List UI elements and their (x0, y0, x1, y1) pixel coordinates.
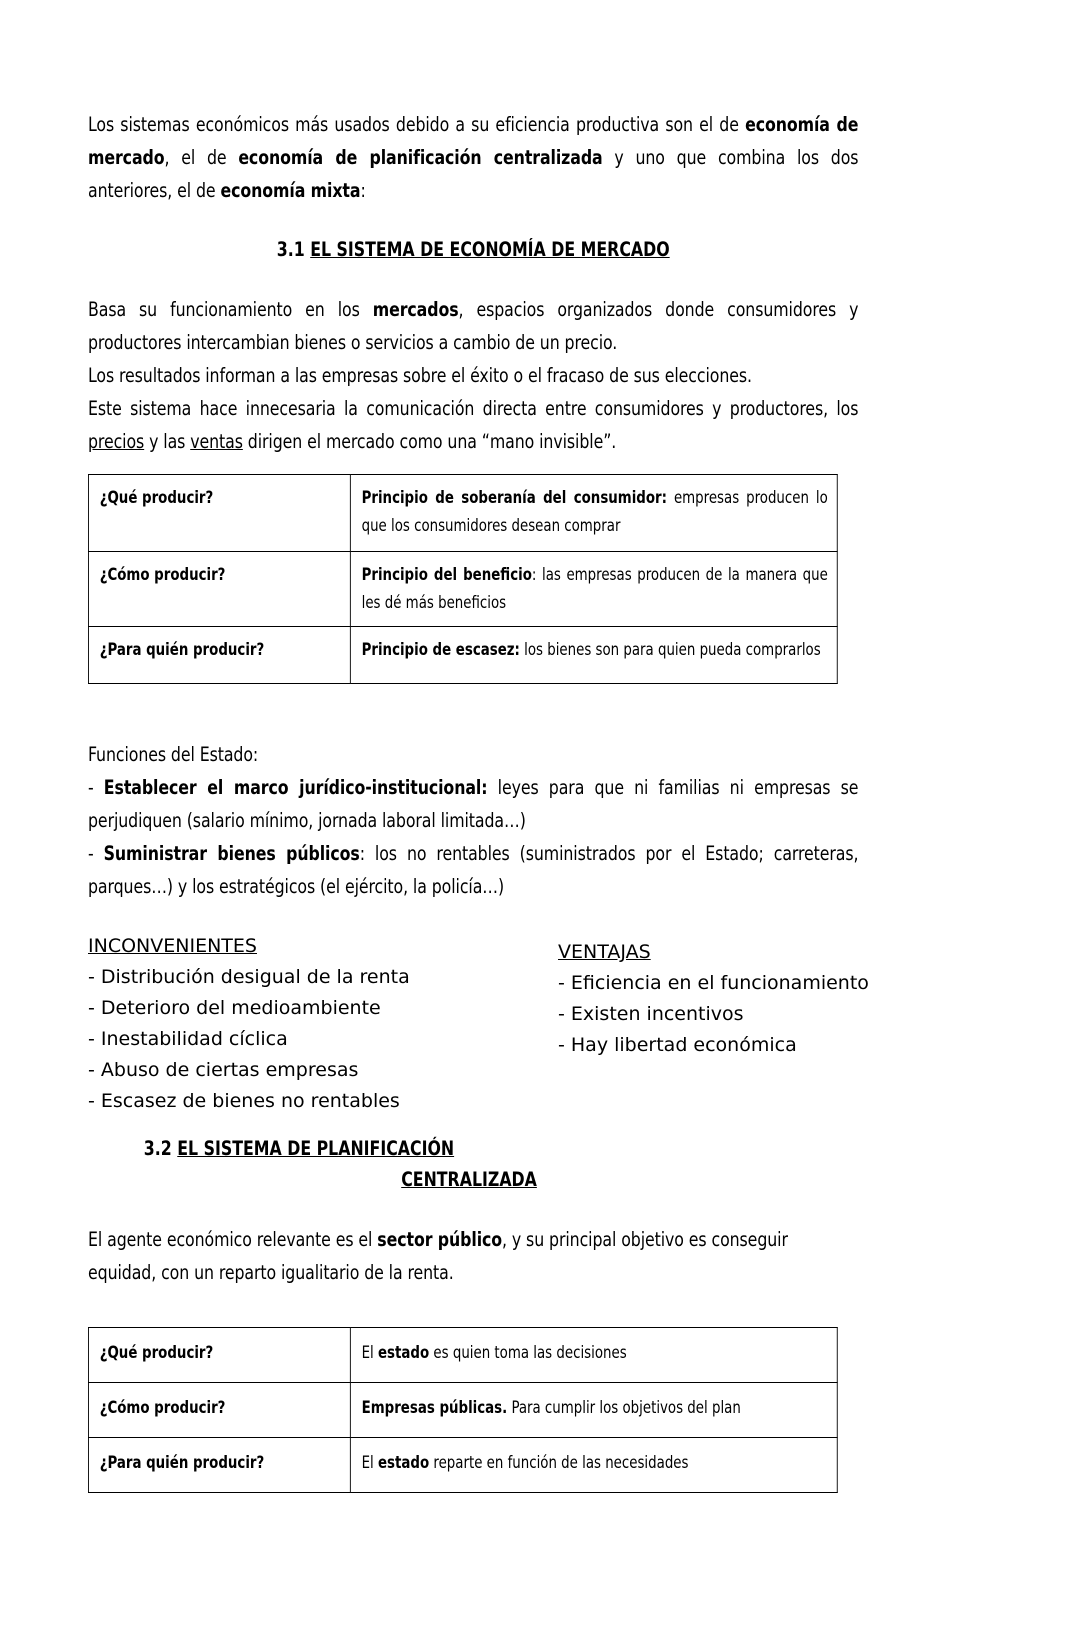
market-p3-text-1: Este sistema hace innecesaria la comunicación directa entre consumidores y productores, los (88, 397, 859, 420)
intro-bold-planificacion-centralizada: economía de planificación centralizada (238, 146, 603, 169)
market-p1-text-2: , espacios organizados donde consumidores y productores intercambian bienes o servicios a cambio de un precio. (88, 298, 859, 354)
market-questions-table (88, 474, 838, 684)
answer-prefix: El (361, 1453, 378, 1472)
answer-text: empresas producen lo que los consumidores desean comprar (361, 488, 828, 535)
section-32-heading-line2 (88, 1164, 858, 1195)
item1-text: leyes para que ni familias ni empresas se perjudiquen (salario mínimo, jornada laboral limitada…) (88, 776, 859, 832)
answer-bold: Principio de soberanía del consumidor: (361, 488, 667, 507)
table-cell-answer (350, 552, 837, 627)
intro-bold-economia-mixta: economía mixta (220, 179, 361, 202)
table-cell-question: ¿Cómo producir? (88, 1383, 350, 1438)
section-32-title-part1: EL SISTEMA DE PLANIFICACIÓN (177, 1137, 455, 1160)
inconvenientes-heading: INCONVENIENTES (88, 935, 257, 957)
list-item: - Abuso de ciertas empresas (88, 1059, 359, 1081)
spacer (88, 458, 944, 474)
table-cell-answer (350, 627, 837, 684)
inconvenientes-column (88, 931, 558, 1117)
section-32-title-part2: CENTRALIZADA (401, 1168, 537, 1191)
answer-bold: estado (377, 1453, 430, 1472)
market-p1-bold-mercados: mercados (372, 298, 459, 321)
answer-text: Para cumplir los objetivos del plan (507, 1398, 741, 1417)
table-cell-answer (350, 1328, 837, 1383)
table-row (88, 1438, 837, 1493)
table-row (88, 475, 837, 552)
list-item: - Hay libertad económica (558, 1034, 797, 1056)
market-p3-text-2: y las (144, 430, 191, 453)
answer-text: reparte en función de las necesidades (429, 1453, 689, 1472)
market-paragraph-1 (88, 293, 858, 359)
market-paragraph-3 (88, 392, 858, 458)
state-functions-lead: Funciones del Estado: (88, 743, 259, 766)
answer-prefix: El (361, 1343, 378, 1362)
item2-bold: Suministrar bienes públicos (103, 842, 360, 865)
section-32-heading-line1 (88, 1133, 858, 1164)
list-item: - Inestabilidad cíclica (88, 1028, 288, 1050)
ventajas-heading: VENTAJAS (558, 941, 651, 963)
item2-text: : los no rentables (suministrados por el Estado; carreteras, parques…) y los estratégicos (el ejército, la policía…) (88, 842, 859, 898)
item1-bold: Establecer el marco jurídico-institucional: (103, 776, 488, 799)
table-row (88, 1383, 837, 1438)
spacer (88, 903, 944, 931)
table-row (88, 627, 837, 684)
answer-bold: Principio de escasez: (361, 640, 520, 659)
table-cell-question: ¿Para quién producir? (88, 1438, 350, 1493)
pros-cons-section (88, 931, 944, 1117)
planning-text-2: , y su principal objetivo es conseguir equidad, con un reparto igualitario de la renta. (88, 1228, 788, 1284)
intro-text-4: : (360, 179, 366, 202)
spacer (88, 207, 944, 235)
table-row (88, 552, 837, 627)
planning-text-1: El agente económico relevante es el (88, 1228, 378, 1251)
market-p3-underline-ventas: ventas (190, 430, 243, 453)
market-paragraph-2: Los resultados informan a las empresas sobre el éxito o el fracaso de sus elecciones. (88, 364, 752, 387)
table-cell-question: ¿Cómo producir? (88, 552, 350, 627)
market-p1-text-1: Basa su funcionamiento en los (88, 298, 373, 321)
list-item: - Escasez de bienes no rentables (88, 1090, 400, 1112)
section-32-number: 3.2 (143, 1137, 172, 1160)
table-cell-answer (350, 1438, 837, 1493)
list-item: - Existen incentivos (558, 1003, 744, 1025)
list-item: - Eficiencia en el funcionamiento (558, 972, 869, 994)
spacer (88, 722, 944, 738)
ventajas-column (558, 931, 944, 1117)
planning-questions-table (88, 1327, 838, 1493)
planning-paragraph (88, 1223, 858, 1289)
table-cell-question: ¿Qué producir? (88, 475, 350, 552)
spacer (88, 1117, 944, 1133)
table-cell-question: ¿Para quién producir? (88, 627, 350, 684)
intro-paragraph (88, 108, 858, 207)
spacer (88, 1195, 944, 1223)
answer-text: : las empresas producen de la manera que les dé más beneficios (361, 565, 828, 612)
intro-bold-economia-mercado: economía de mercado (88, 113, 859, 169)
item2-dash: - (88, 842, 104, 865)
table-cell-answer (350, 1383, 837, 1438)
planning-bold-sector-publico: sector público (377, 1228, 503, 1251)
market-p3-underline-precios: precios (88, 430, 145, 453)
item1-dash: - (88, 776, 104, 799)
document-content (88, 108, 944, 1493)
intro-text-3: y uno que combina los dos anteriores, el de (88, 146, 859, 202)
state-functions-item-1 (88, 771, 858, 837)
list-item: - Deterioro del medioambiente (88, 997, 381, 1019)
answer-text: es quien toma las decisiones (429, 1343, 627, 1362)
section-31-number: 3.1 (276, 238, 305, 261)
intro-text-2: , el de (164, 146, 239, 169)
market-p3-text-3: dirigen el mercado como una “mano invisible”. (242, 430, 617, 453)
answer-bold: estado (377, 1343, 430, 1362)
spacer (88, 1289, 944, 1327)
table-cell-answer (350, 475, 837, 552)
intro-text-1: Los sistemas económicos más usados debido a su eficiencia productiva son el de (88, 113, 746, 136)
answer-text: los bienes son para quien pueda comprarlos (519, 640, 821, 659)
answer-bold: Empresas públicas. (361, 1398, 508, 1417)
answer-bold: Principio del beneficio (361, 565, 532, 584)
spacer (88, 684, 944, 722)
spacer (88, 265, 944, 293)
section-31-title: EL SISTEMA DE ECONOMÍA DE MERCADO (310, 238, 670, 261)
table-row (88, 1328, 837, 1383)
table-cell-question: ¿Qué producir? (88, 1328, 350, 1383)
list-item: - Distribución desigual de la renta (88, 966, 410, 988)
section-31-heading (88, 235, 858, 265)
state-functions-item-2 (88, 837, 858, 903)
